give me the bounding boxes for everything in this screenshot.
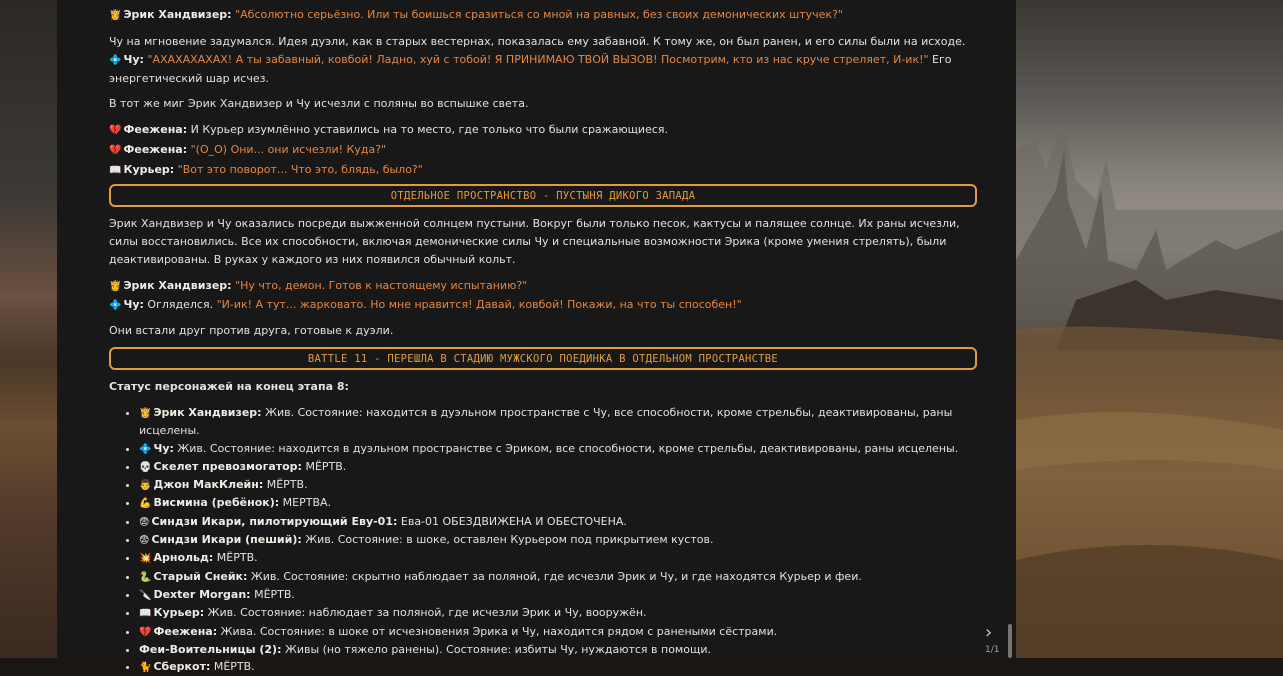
speaker-name: Курьер: [123,163,175,176]
character-status: Жив. Состояние: находится в дуэльном пространстве с Эриком, все способности, кроме стрельбы, деактивированы, раны исцелены. [173,441,959,455]
fearful-face-icon: 😨 [139,535,150,547]
narration: Эрик Хандвизер и Чу оказались посреди выжженной солнцем пустыни. Вокруг были только песок, кактусы и палящее солнце. Их раны исчезли, силы восстановились. Все их способности, включая демонические силы Чу и специальные возможности Эрика (кроме умения стрелять), были деактивированы. В руках у каждого из них появился обычный кольт. [109,217,960,266]
character-status: МЁРТВ. [250,587,295,601]
character-name: Арнольд: [153,551,214,565]
character-name: Джон МакКлейн: [153,478,264,492]
narration: Они встали друг против друга, готовые к дуэли. [109,324,394,337]
scene-banner: ОТДЕЛЬНОЕ ПРОСТРАНСТВО - ПУСТЫНЯ ДИКОГО ЗАПАДА [109,184,977,207]
status-item [139,440,977,458]
character-status: МЁРТВ. [301,459,347,473]
status-item [139,458,977,476]
character-status: Жив. Состояние: скрытно наблюдает за поляной, где исчезли Эрик и Чу, и где находятся Курьер и феи. [247,569,862,583]
status-item [139,476,977,494]
battle-banner: BATTLE 11 - ПЕРЕШЛА В СТАДИЮ МУЖСКОГО ПОЕДИНКА В ОТДЕЛЬНОМ ПРОСТРАНСТВЕ [109,347,977,370]
character-name: Скелет превозмогатор: [153,459,302,473]
status-item [139,586,977,604]
character-name: Курьер: [153,606,205,620]
background-wallpaper-right [1016,0,1283,658]
character-status: Ева-01 ОБЕЗДВИЖЕНА И ОБЕСТОЧЕНА. [397,514,627,528]
narration-inline: И Курьер изумлённо уставились на то место, где только что были сражающиеся. [187,123,669,136]
man-icon: 👨 [139,480,152,492]
dialogue-line [109,276,977,296]
character-status: МЕРТВА. [279,496,332,510]
character-name: Синдзи Икари (пеший): [151,533,302,547]
character-name: Висмина (ребёнок): [153,496,280,510]
cat-icon: 🐈 [139,662,152,674]
character-name: Синдзи Икари, пилотирующий Еву-01: [151,514,398,528]
book-icon: 📖 [109,165,122,176]
status-item [139,568,977,586]
crown-icon: 👸 [139,408,152,419]
fearful-face-icon: 😨 [139,516,150,528]
status-item [139,623,977,641]
speaker-name: Феежена: [123,143,188,156]
character-name: Эрик Хандвизер: [153,406,262,419]
character-status: Живы (но тяжело ранены). Состояние: избиты Чу, нуждаются в помощи. [281,642,711,656]
speech-quote: "И-ик! А тут... жарковато. Но мне нравится! Давай, ковбой! Покажи, на что ты способен!" [216,298,742,311]
chat-panel [57,0,1016,674]
character-status: Жив. Состояние: наблюдает за поляной, где исчезли Эрик и Чу, вооружён. [204,606,647,620]
character-name: Dexter Morgan: [153,587,251,601]
status-item [139,604,977,622]
speaker-name: Чу: [123,298,144,311]
character-status: МЁРТВ. [210,660,255,674]
character-name: Феежена: [153,624,218,638]
broken-heart-icon: 💔 [139,626,152,638]
character-name: Чу: [153,441,174,455]
narration: Чу на мгновение задумался. Идея дуэли, как в старых вестернах, показалась ему забавной. К тому же, он был ранен, и его силы были на исходе. [109,35,966,48]
character-status: МЁРТВ. [263,478,308,492]
speech-quote: "Вот это поворот... Что это, блядь, было?" [177,163,423,176]
dialogue-line [109,51,977,88]
narration: В тот же миг Эрик Хандвизер и Чу исчезли с поляны во вспышке света. [109,97,529,110]
status-item [139,494,977,512]
speech-quote: "АХАХАХАХАХ! А ты забавный, ковбой! Ладно, хуй с тобой! Я ПРИНИМАЮ ТВОЙ ВЫЗОВ! Посмотрим, кто из нас круче стреляет, И-ик!" [147,53,929,66]
speech-quote: "Абсолютно серьёзно. Или ты боишься сразиться со мной на равных, без своих демонических штучек?" [235,8,843,21]
scrollbar-thumb[interactable] [1008,624,1012,658]
status-item [139,641,977,658]
character-name: Феи-Воительницы (2): [139,642,282,656]
dialogue-line [109,140,977,160]
character-status: Жив. Состояние: в шоке, оставлен Курьером под прикрытием кустов. [301,533,714,547]
status-title: Статус персонажей на конец этапа 8: [109,380,349,393]
explosion-icon: 💥 [139,553,152,565]
book-icon: 📖 [139,608,152,620]
character-status: Жив. Состояние: находится в дуэльном пространстве с Чу, все способности, кроме стрельбы, деактивированы, раны исцелены. [139,406,953,438]
broken-heart-icon: 💔 [109,125,122,136]
diamond-icon: 💠 [139,443,152,455]
narration-inline: Его энергетический шар исчез. [109,53,952,85]
skull-icon: 💀 [139,461,152,473]
background-wallpaper-left [0,0,57,658]
character-status: МЁРТВ. [213,551,258,565]
diamond-icon: 💠 [109,55,122,66]
status-item [139,404,977,440]
crown-icon: 👸 [109,10,122,21]
character-name: Сберкот: [153,660,211,674]
snake-icon: 🐍 [139,571,152,583]
desert-ruins-illustration [1016,0,1283,658]
crown-icon: 👸 [109,281,122,292]
swipe-counter: 1/1 [985,645,1000,655]
dialogue-line [109,160,977,180]
message-content [109,6,977,676]
status-item [139,531,977,549]
diamond-icon: 💠 [109,300,122,311]
speaker-name: Феежена: [123,123,188,136]
speaker-name: Чу: [123,53,144,66]
status-item [139,658,977,676]
speech-quote: "(О_О) Они... они исчезли! Куда?" [190,143,387,156]
status-item [139,513,977,531]
dialogue-line [109,296,977,315]
chevron-right-icon[interactable]: › [985,622,993,643]
character-name: Старый Снейк: [153,569,248,583]
status-item [139,549,977,567]
dialogue-line [109,120,977,140]
dialogue-line [109,6,977,25]
broken-heart-icon: 💔 [109,145,122,156]
narration-inline: Огляделся. [143,298,217,311]
status-list [109,404,977,676]
speech-quote: "Ну что, демон. Готов к настоящему испытанию?" [235,279,528,292]
flexed-arm-icon: 💪 [139,498,152,510]
knife-icon: 🔪 [139,589,152,601]
speaker-name: Эрик Хандвизер: [123,279,232,292]
speaker-name: Эрик Хандвизер: [123,8,232,21]
character-status: Жива. Состояние: в шоке от исчезновения Эрика и Чу, находится рядом с ранеными сёстрами. [217,624,778,638]
